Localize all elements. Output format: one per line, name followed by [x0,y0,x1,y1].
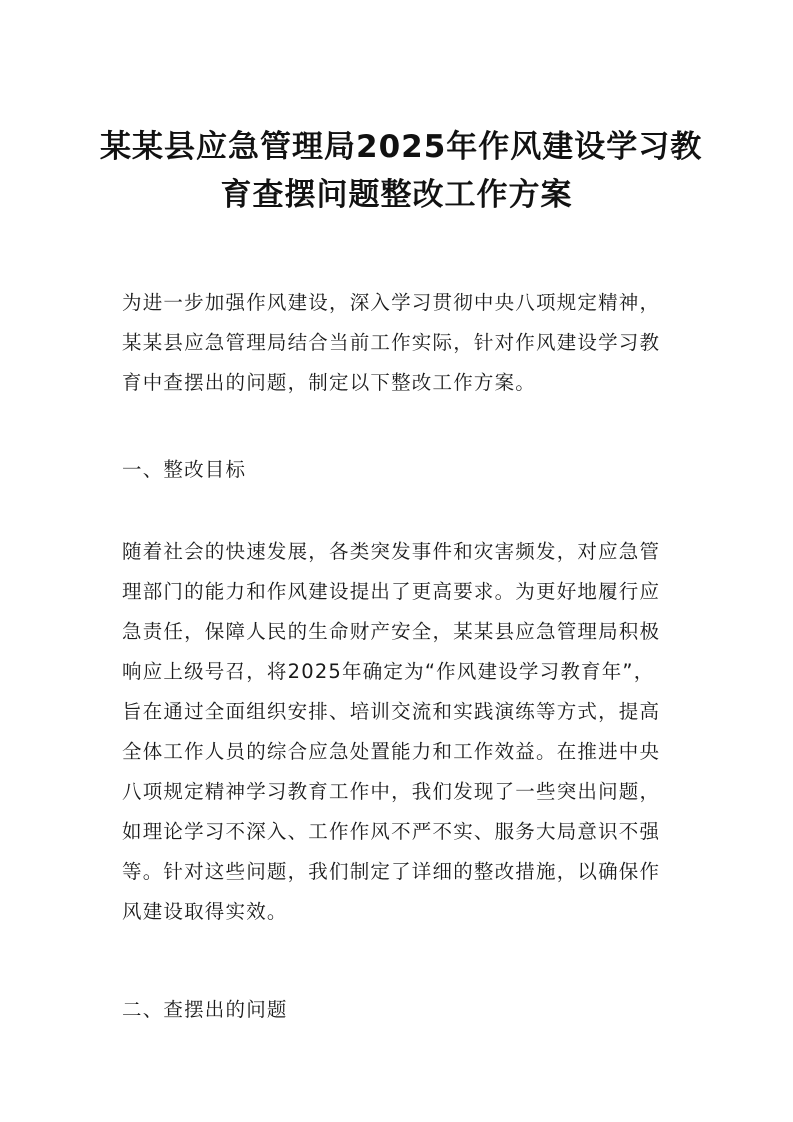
section-1-line-6: 全体工作人员的综合应急处置能力和工作效益。在推进中央 [122,740,661,763]
title-line-1: 某某县应急管理局2025年作风建设学习教 [100,129,703,165]
section-1-line-9: 等。针对这些问题，我们制定了详细的整改措施，以确保作 [122,860,661,883]
section-1-line-4: 响应上级号召，将2025年确定为“作风建设学习教育年”， [122,660,655,683]
intro-paragraph [122,283,674,403]
section-1-line-5: 旨在通过全面组织安排、培训交流和实践演练等方式，提高 [122,700,661,723]
section-1-line-7: 八项规定精神学习教育工作中，我们发现了一些突出问题， [122,780,661,803]
intro-line-2: 某某县应急管理局结合当前工作实际，针对作风建设学习教 [122,331,661,354]
intro-line-3: 育中查摆出的问题，制定以下整改工作方案。 [122,371,537,394]
title-line-2: 育查摆问题整改工作方案 [220,177,573,213]
intro-line-1: 为进一步加强作风建设，深入学习贯彻中央八项规定精神， [122,291,661,314]
section-1-line-2: 理部门的能力和作风建设提出了更高要求。为更好地履行应 [122,580,661,603]
section-1-heading: 一、整改目标 [122,458,247,481]
section-2-heading: 二、查摆出的问题 [122,998,288,1021]
section-1-line-8: 如理论学习不深入、工作作风不严不实、服务大局意识不强 [122,820,661,843]
section-1-line-3: 急责任，保障人民的生命财产安全，某某县应急管理局积极 [122,620,661,643]
section-1-paragraph [122,532,674,932]
section-1-line-1: 随着社会的快速发展，各类突发事件和灾害频发，对应急管 [122,540,661,563]
document-title [100,123,703,219]
section-1-line-10: 风建设取得实效。 [122,900,288,923]
